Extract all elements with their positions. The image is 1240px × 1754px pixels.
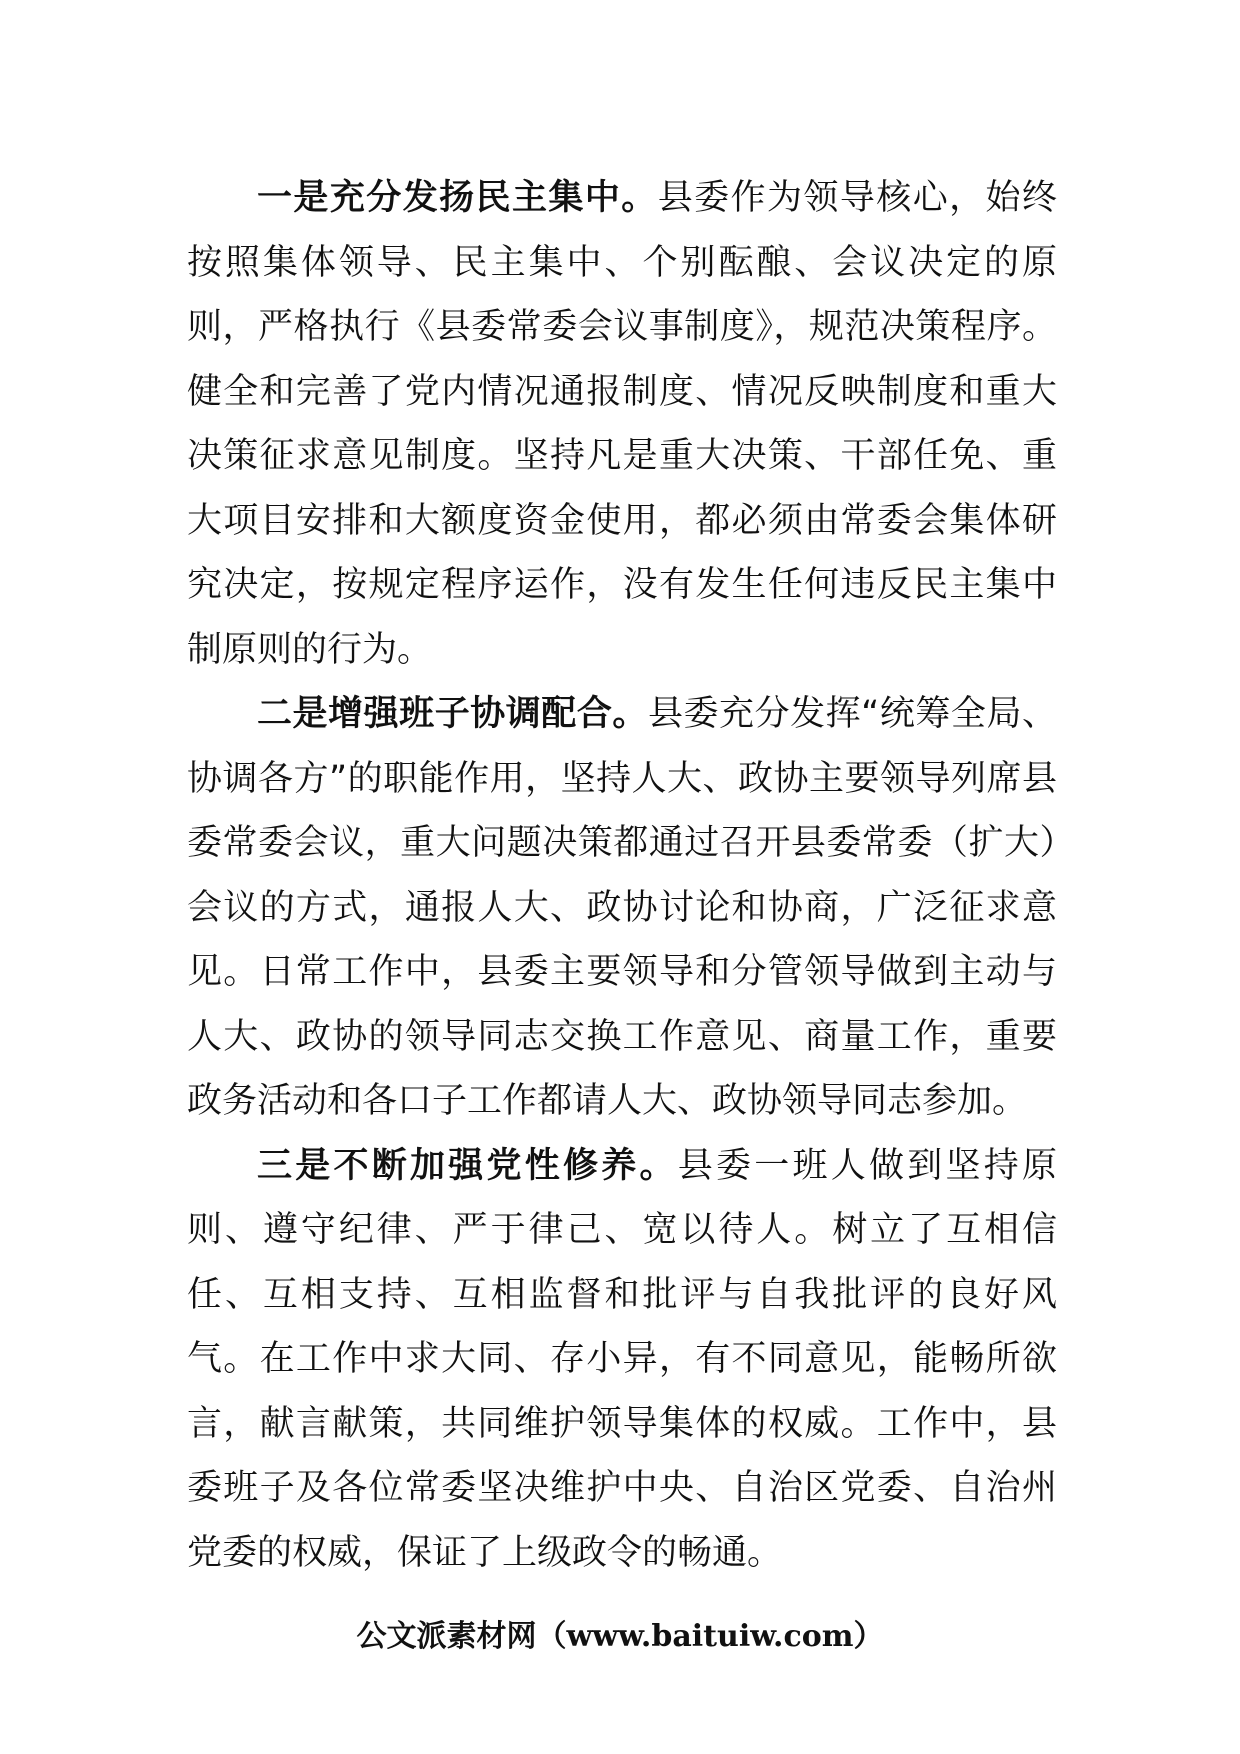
paragraph-1-text: 县委作为领导核心，始终按照集体领导、民主集中、个别酝酿、会议决定的原则，严格执行《县委常委会议事制度》，规范决策程序。健全和完善了党内情况通报制度、情况反映制度和重大决策征求意见制度。坚持凡是重大决策、干部任免、重大项目安排和大额度资金使用，都必须由常委会集体研究决定，按规定程序运作，没有发生任何违反民主集中制原则的行为。 [187, 178, 1057, 670]
paragraph-3-heading: 三是不断加强党性修养。 [257, 1145, 678, 1186]
paragraph-2-heading: 二是增强班子协调配合。 [257, 694, 648, 734]
paragraph-2-text: 县委充分发挥“统筹全局、协调各方”的职能作用，坚持人大、政协主要领导列席县委常委会议，重大问题决策都通过召开县委常委（扩大）会议的方式，通报人大、政协讨论和协商，广泛征求意见。日常工作中，县委主要领导和分管领导做到主动与人大、政协的领导同志交换工作意见、商量工作，重要政务活动和各口子工作都请人大、政协领导同志参加。 [187, 694, 1057, 1121]
paragraph-1 [187, 166, 1057, 682]
paragraph-3 [187, 1134, 1057, 1586]
source-footer: 公文派素材网（www.baituiw.com） [356, 1619, 884, 1654]
paragraph-3-text: 县委一班人做到坚持原则、遵守纪律、严于律己、宽以待人。树立了互相信任、互相支持、互相监督和批评与自我批评的良好风气。在工作中求大同、存小异，有不同意见，能畅所欲言，献言献策，共同维护领导集体的权威。工作中，县委班子及各位常委坚决维护中央、自治区党委、自治州党委的权威，保证了上级政令的畅通。 [187, 1145, 1057, 1573]
paragraph-1-heading: 一是充分发扬民主集中。 [257, 178, 658, 218]
document-body [187, 166, 1057, 1585]
paragraph-2 [187, 682, 1057, 1134]
